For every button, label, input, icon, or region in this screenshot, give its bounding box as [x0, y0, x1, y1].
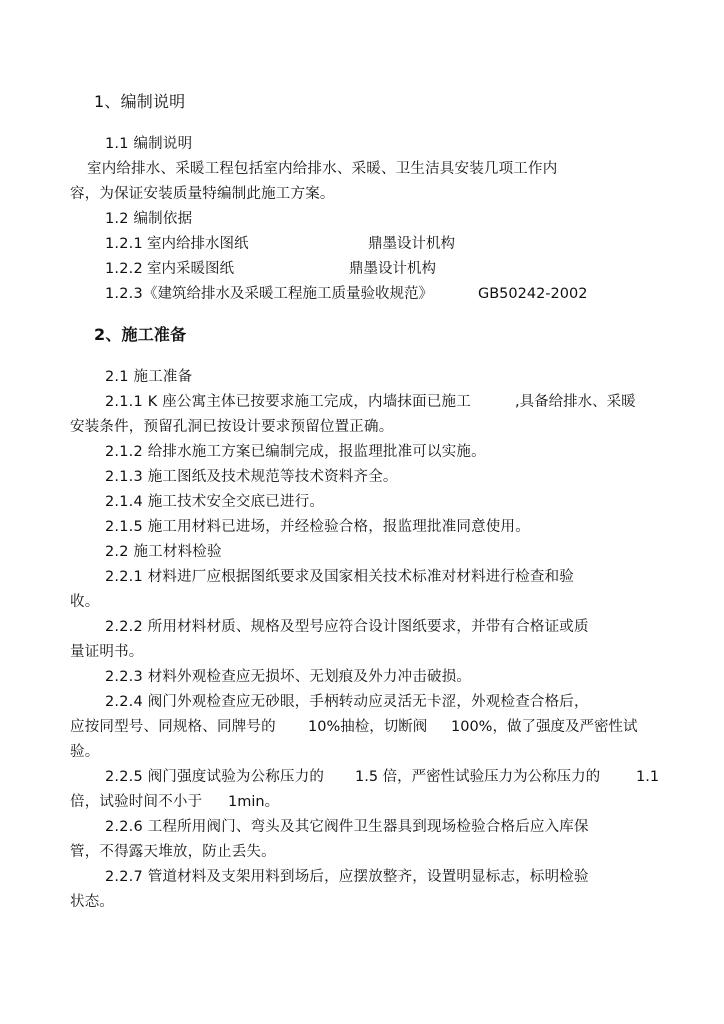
reference-item-source: GB50242-2002: [478, 286, 588, 302]
paragraph-line: 验。: [70, 744, 100, 760]
paragraph-line: 2.2.3 材料外观检查应无损坏、无划痕及外力冲击破损。: [105, 669, 472, 685]
paragraph-line: 2.2.7 管道材料及支架用料到场后，应摆放整齐，设置明显标志，标明检验: [105, 869, 589, 885]
subsection-title-1-1: 1.1 编制说明: [105, 136, 193, 152]
reference-item-number: 1.2.3: [105, 286, 143, 302]
paragraph-line: 量证明书。: [70, 644, 144, 660]
paragraph-line: 2.2.6 工程所用阀门、弯头及其它阀件卫生器具到现场检验合格后应入库保: [105, 819, 589, 835]
subsection-title-1-2: 1.2 编制依据: [105, 211, 193, 227]
paragraph-line: 安装条件，预留孔洞已按设计要求预留位置正确。: [70, 419, 394, 435]
paragraph-line: 2.1.2 给排水施工方案已编制完成，报监理批准可以实施。: [105, 444, 486, 460]
paragraph-line: 2.1.3 施工图纸及技术规范等技术资料齐全。: [105, 469, 398, 485]
paragraph-line: 2.2.2 所用材料材质、规格及型号应符合设计图纸要求，并带有合格证或质: [105, 619, 589, 635]
section-heading-1: 1、编制说明: [94, 92, 186, 111]
section-heading-2: 2、施工准备: [94, 325, 187, 344]
paragraph-line: 收。: [70, 594, 100, 610]
paragraph-line: 2.2.5 阀门强度试验为公称压力的: [105, 769, 325, 785]
paragraph-line: 室内给排水、采暖工程包括室内给排水、采暖、卫生洁具安装几项工作内: [87, 161, 558, 177]
reference-item-source: 鼎墨设计机构: [349, 261, 436, 277]
paragraph-line: 容，为保证安装质量特编制此施工方案。: [70, 186, 335, 202]
paragraph-line: 1min。: [228, 794, 280, 810]
reference-item-name: 《建筑给排水及采暖工程施工质量验收规范》: [143, 286, 433, 302]
subsection-title-2-1: 2.1 施工准备: [105, 369, 193, 385]
paragraph-line: 2.1.4 施工技术安全交底已进行。: [105, 494, 325, 510]
paragraph-line: 1.5 倍，严密性试验压力为公称压力的: [355, 769, 601, 785]
paragraph-line: ,具备给排水、采暖: [515, 394, 636, 410]
paragraph-line: 10%抽检，切断阀: [308, 719, 428, 735]
paragraph-line: 应按同型号、同规格、同牌号的: [70, 719, 276, 735]
subsection-title-2-2: 2.2 施工材料检验: [105, 544, 222, 560]
paragraph-line: 2.1.5 施工用材料已进场，并经检验合格，报监理批准同意使用。: [105, 519, 530, 535]
paragraph-line: 100%，做了强度及严密性试: [451, 719, 638, 735]
paragraph-line: 2.2.4 阀门外观检查应无砂眼，手柄转动应灵活无卡涩，外观检查合格后，: [105, 694, 589, 710]
reference-item-number: 1.2.1: [105, 236, 143, 252]
paragraph-line: 2.1.1 K 座公寓主体已按要求施工完成，内墙抹面已施工: [105, 394, 471, 410]
paragraph-line: 2.2.1 材料进厂应根据图纸要求及国家相关技术标准对材料进行检查和验: [105, 569, 575, 585]
reference-item-name: 室内给排水图纸: [147, 236, 249, 252]
paragraph-line: 倍，试验时间不小于: [70, 794, 203, 810]
reference-item-name: 室内采暖图纸: [147, 261, 234, 277]
reference-item-number: 1.2.2: [105, 261, 143, 277]
paragraph-line: 状态。: [70, 894, 115, 910]
paragraph-line: 管，不得露天堆放，防止丢失。: [70, 844, 276, 860]
paragraph-line: 1.1: [636, 769, 660, 785]
reference-item-source: 鼎墨设计机构: [368, 236, 455, 252]
